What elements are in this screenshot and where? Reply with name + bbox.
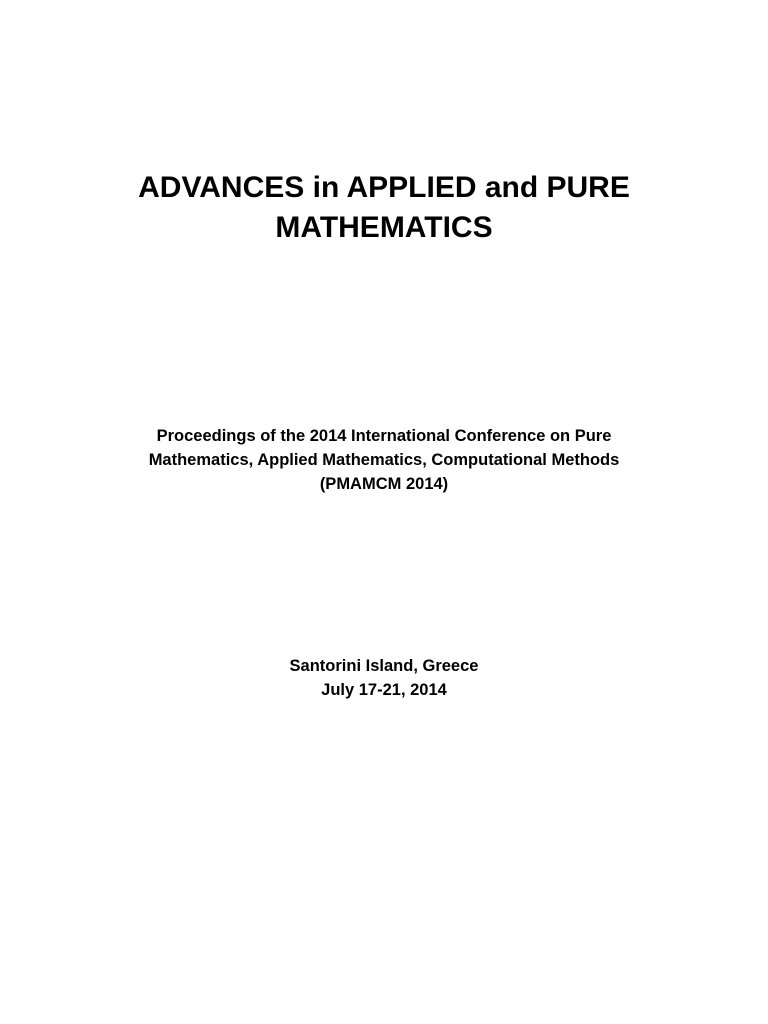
venue-dates: July 17-21, 2014 (321, 681, 447, 699)
book-title (0, 168, 768, 248)
book-title-line-1: ADVANCES in APPLIED and PURE (138, 171, 630, 204)
venue-info (0, 654, 768, 702)
proceedings-line-3: (PMAMCM 2014) (319, 475, 449, 493)
proceedings-line-2: Mathematics, Applied Mathematics, Computational Methods (148, 451, 620, 469)
proceedings-line-1: Proceedings of the 2014 International Conference on Pure (156, 427, 612, 445)
venue-location: Santorini Island, Greece (289, 657, 479, 675)
proceedings-subtitle (0, 424, 768, 496)
book-title-line-2: MATHEMATICS (275, 211, 493, 244)
